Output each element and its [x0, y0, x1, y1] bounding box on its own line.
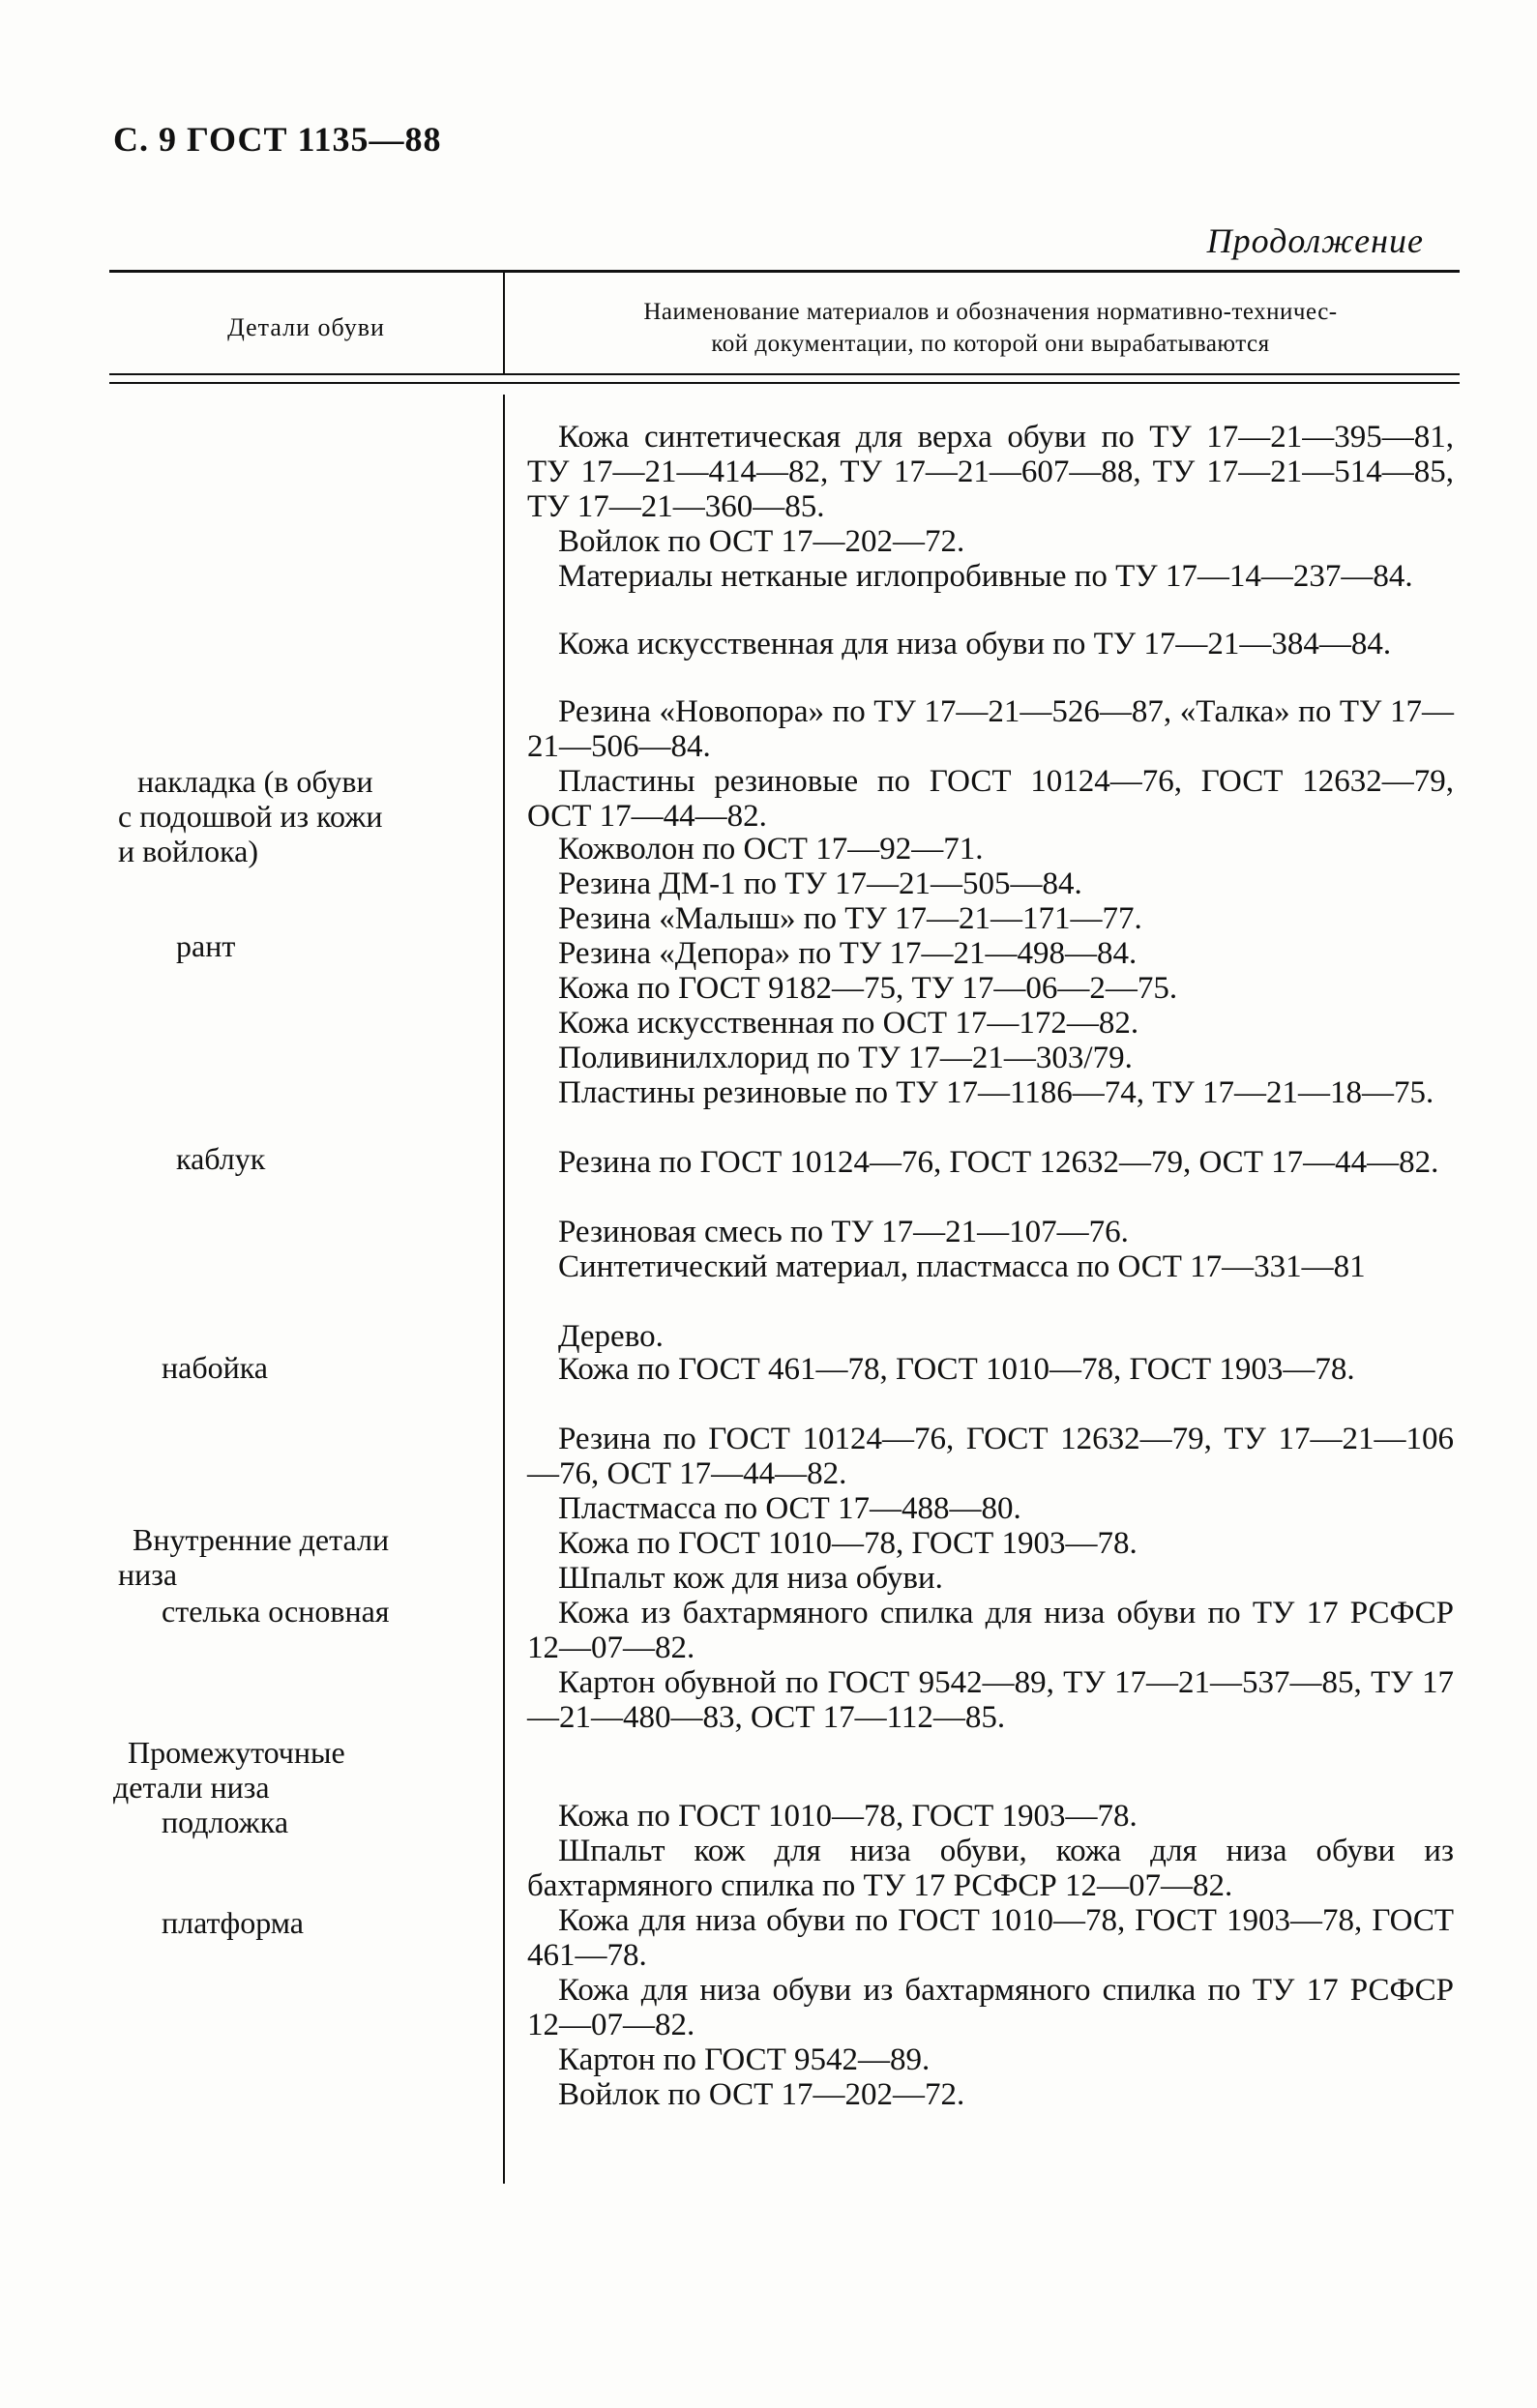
- material-entry: Резина «Новопора» по ТУ 17—21—526—87, «Талка» по ТУ 17—21—506—84.: [527, 694, 1454, 764]
- body-column-divider: [503, 395, 505, 2184]
- material-entry: Кожа искусственная для низа обуви по ТУ 17—21—384—84.: [558, 627, 1392, 661]
- material-entry: Кожа из бахтармяного спилка для низа обуви по ТУ 17 РСФСР 12—07—82.: [527, 1596, 1454, 1665]
- material-entry: Материалы нетканые иглопробивные по ТУ 17—14—237—84.: [558, 559, 1413, 594]
- material-entry: Поливинилхлорид по ТУ 17—21—303/79.: [558, 1041, 1133, 1075]
- part-name: [118, 1522, 390, 1592]
- part-name-line: и войлока): [118, 834, 259, 868]
- part-name: [118, 764, 383, 868]
- part-name: [162, 1594, 390, 1629]
- material-entry: Резина «Депора» по ТУ 17—21—498—84.: [558, 936, 1138, 971]
- part-name: [113, 1735, 345, 1805]
- parts-column: [113, 0, 495, 2408]
- material-entry: Картон по ГОСТ 9542—89.: [558, 2042, 931, 2077]
- material-entry: Кожа искусственная по ОСТ 17—172—82.: [558, 1006, 1139, 1041]
- material-entry: Кожа для низа обуви по ГОСТ 1010—78, ГОСТ 1903—78, ГОСТ 461—78.: [527, 1903, 1454, 1973]
- part-name-line: детали низа: [113, 1770, 270, 1805]
- material-entry: Шпальт кож для низа обуви, кожа для низа обуви из бахтармяного спилка по ТУ 17 РСФСР 12—07—82.: [527, 1834, 1454, 1903]
- material-entry: Резина «Малыш» по ТУ 17—21—171—77.: [558, 901, 1142, 936]
- material-entry: Шпальт кож для низа обуви.: [558, 1561, 943, 1596]
- material-entry: Кожа по ГОСТ 9182—75, ТУ 17—06—2—75.: [558, 971, 1178, 1006]
- continued-label: Продолжение: [1206, 221, 1424, 260]
- material-entry: Дерево.: [558, 1319, 664, 1354]
- material-entry: Резина по ГОСТ 10124—76, ГОСТ 12632—79, ТУ 17—21—106—76, ОСТ 17—44—82.: [527, 1422, 1454, 1491]
- material-entry: Войлок по ОСТ 17—202—72.: [558, 524, 965, 559]
- part-name-line: Внутренние детали: [133, 1522, 390, 1557]
- material-entry: Резина по ГОСТ 10124—76, ГОСТ 12632—79, ОСТ 17—44—82.: [558, 1145, 1439, 1180]
- material-entry: Войлок по ОСТ 17—202—72.: [558, 2077, 965, 2112]
- materials-column: [527, 0, 1454, 2408]
- column-header-parts: Детали обуви: [227, 313, 385, 341]
- material-entry: Резина ДМ-1 по ТУ 17—21—505—84.: [558, 866, 1082, 901]
- part-name-line: подложка: [162, 1805, 289, 1839]
- material-entry: Кожа для низа обуви из бахтармяного спилка по ТУ 17 РСФСР 12—07—82.: [527, 1973, 1454, 2042]
- material-entry: Картон обувной по ГОСТ 9542—89, ТУ 17—21—537—85, ТУ 17—21—480—83, ОСТ 17—112—85.: [527, 1665, 1454, 1735]
- part-name: [176, 1141, 265, 1176]
- part-name-line: накладка (в обуви: [137, 764, 373, 799]
- header-column-divider: [503, 273, 505, 373]
- part-name-line: платформа: [162, 1905, 304, 1940]
- part-name: [162, 1805, 288, 1839]
- material-entry: Резиновая смесь по ТУ 17—21—107—76.: [558, 1215, 1129, 1249]
- material-entry: Кожволон по ОСТ 17—92—71.: [558, 832, 984, 866]
- part-name-line: низа: [118, 1557, 178, 1592]
- part-name: [162, 1905, 304, 1940]
- part-name-line: рант: [176, 928, 236, 963]
- part-name-line: стелька основная: [162, 1594, 390, 1629]
- material-entry: Кожа по ГОСТ 1010—78, ГОСТ 1903—78.: [558, 1526, 1138, 1561]
- material-entry: Кожа по ГОСТ 461—78, ГОСТ 1010—78, ГОСТ 1903—78.: [558, 1352, 1355, 1387]
- column-header-materials-line: Наименование материалов и обозначения нормативно-техничес-: [643, 299, 1338, 325]
- part-name-line: с подошвой из кожи: [118, 799, 383, 834]
- material-entry: Синтетический материал, пластмасса по ОСТ 17—331—81: [558, 1249, 1366, 1284]
- part-name-line: набойка: [162, 1350, 268, 1385]
- part-name-line: каблук: [176, 1141, 266, 1176]
- material-entry: Кожа по ГОСТ 1010—78, ГОСТ 1903—78.: [558, 1799, 1138, 1834]
- material-entry: Пластмасса по ОСТ 17—488—80.: [558, 1491, 1021, 1526]
- page-header: С. 9 ГОСТ 1135—88: [113, 120, 442, 159]
- part-name: [176, 928, 235, 963]
- material-entry: Кожа синтетическая для верха обуви по ТУ 17—21—395—81, ТУ 17—21—414—82, ТУ 17—21—607—88, ТУ 17—21—514—85, ТУ 17—21—360—85.: [527, 420, 1454, 524]
- part-name-line: Промежуточные: [128, 1735, 345, 1770]
- column-header-materials-line: кой документации, по которой они вырабатываются: [711, 331, 1270, 357]
- material-entry: Пластины резиновые по ГОСТ 10124—76, ГОСТ 12632—79, ОСТ 17—44—82.: [527, 764, 1454, 834]
- part-name: [162, 1350, 268, 1385]
- material-entry: Пластины резиновые по ТУ 17—1186—74, ТУ 17—21—18—75.: [558, 1075, 1434, 1110]
